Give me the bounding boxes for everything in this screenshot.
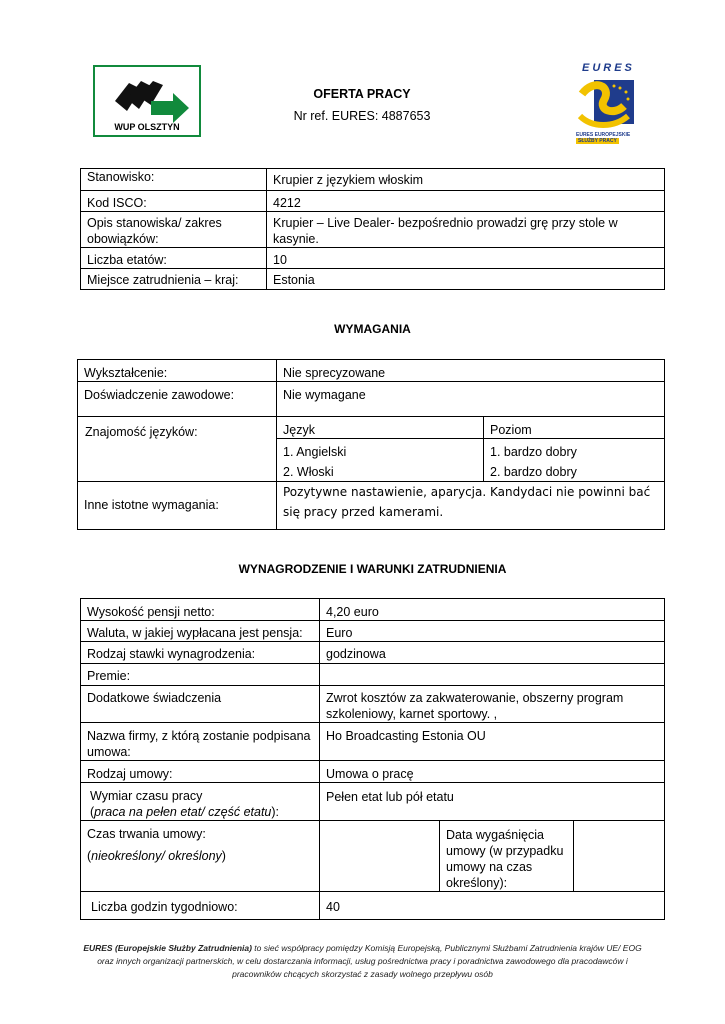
working-time-hint-open: ( <box>90 805 95 819</box>
duration-hint-open: ( <box>87 849 92 863</box>
table-row <box>78 417 665 439</box>
language-2: 2. Włoski <box>277 460 484 481</box>
other-requirements-value: Pozytywne nastawienie, aparycja. Kandydaci nie powinni bać się pracy przed kamerami. <box>277 481 665 529</box>
positions-count-value: 10 <box>267 248 665 269</box>
level-column-header: Poziom <box>484 417 665 439</box>
currency-value: Euro <box>320 621 665 642</box>
duration-hint-close: ) <box>221 849 226 863</box>
experience-value: Nie wymagane <box>277 382 665 417</box>
table-row <box>78 481 665 529</box>
wup-olsztyn-logo <box>93 65 201 137</box>
working-time-cell <box>81 783 320 821</box>
language-1: 1. Angielski <box>277 439 484 461</box>
eures-logo-subtitle-2: SŁUŻBY PRACY <box>578 138 617 144</box>
table-row <box>81 761 665 783</box>
table-row <box>81 191 665 212</box>
rate-type-value: godzinowa <box>320 642 665 664</box>
language-column-header: Język <box>277 417 484 439</box>
currency-label: Waluta, w jakiej wypłacana jest pensja: <box>81 621 320 642</box>
page-title: OFERTA PRACY <box>313 87 411 101</box>
contract-type-label: Rodzaj umowy: <box>81 761 320 783</box>
table-row <box>81 892 665 920</box>
experience-label: Doświadczenie zawodowe: <box>78 382 277 417</box>
position-value: Krupier z językiem włoskim <box>267 169 665 191</box>
language-2-level: 2. bardzo dobry <box>484 460 665 481</box>
contract-type-value: Umowa o pracę <box>320 761 665 783</box>
working-time-hint: praca na pełen etat/ część etatu <box>94 805 272 819</box>
requirements-heading: WYMAGANIA <box>334 322 411 336</box>
other-requirements-label: Inne istotne wymagania: <box>78 481 277 529</box>
table-row <box>81 212 665 248</box>
net-salary-value: 4,20 euro <box>320 599 665 621</box>
job-details-table <box>80 168 665 290</box>
salary-heading: WYNAGRODZENIE I WARUNKI ZATRUDNIENIA <box>238 562 507 576</box>
company-name-label: Nazwa firmy, z którą zostanie podpisana umowa: <box>81 723 320 761</box>
languages-label: Znajomość języków: <box>78 417 277 482</box>
contract-duration-cell <box>81 821 320 892</box>
education-value: Nie sprecyzowane <box>277 360 665 382</box>
salary-table <box>80 598 665 920</box>
reference-number: Nr ref. EURES: 4887653 <box>293 109 431 123</box>
footer-note <box>80 942 645 981</box>
job-description-label: Opis stanowiska/ zakres obowiązków: <box>81 212 267 248</box>
isco-value: 4212 <box>267 191 665 212</box>
table-row <box>81 621 665 642</box>
position-label: Stanowisko: <box>81 169 267 191</box>
working-time-hint-close: ): <box>271 805 280 819</box>
weekly-hours-label: Liczba godzin tygodniowo: <box>81 892 320 920</box>
bonuses-value <box>320 664 665 686</box>
table-row <box>81 599 665 621</box>
working-time-label: Wymiar czasu pracy <box>90 789 203 803</box>
footer-line-3: pracowników chcących skorzystać z zasady wolnego przepływu osób <box>232 969 493 979</box>
working-time-value: Pełen etat lub pół etatu <box>320 783 665 821</box>
weekly-hours-value: 40 <box>320 892 665 920</box>
contract-duration-hint-row <box>87 848 313 864</box>
expiry-date-label: Data wygaśnięcia umowy (w przypadku umowy na czas określony): <box>440 821 574 892</box>
isco-label: Kod ISCO: <box>81 191 267 212</box>
table-row <box>81 783 665 821</box>
eures-logo-text: EURES <box>582 62 635 74</box>
benefits-value: Zwrot kosztów za zakwaterowanie, obszerny program szkoleniowy, karnet sportowy. , <box>320 686 665 723</box>
country-label: Miejsce zatrudnienia – kraj: <box>81 269 267 290</box>
footer-line-2: oraz innych organizacji partnerskich, w celu dostarczania informacji, usług pośrednictwa pracy i poradnictwa zawodowego dla pracodawców i <box>97 956 628 966</box>
bonuses-label: Premie: <box>81 664 320 686</box>
table-row <box>81 664 665 686</box>
language-1-level: 1. bardzo dobry <box>484 439 665 461</box>
positions-count-label: Liczba etatów: <box>81 248 267 269</box>
table-row <box>81 686 665 723</box>
table-row <box>81 642 665 664</box>
contract-duration-hint: nieokreślony/ określony <box>91 849 222 863</box>
table-row <box>78 382 665 417</box>
table-row <box>81 269 665 290</box>
table-row <box>81 821 665 892</box>
contract-duration-label: Czas trwania umowy: <box>87 827 206 841</box>
wup-logo-text: WUP OLSZTYN <box>114 122 180 132</box>
eures-logo <box>572 62 642 146</box>
job-description-value: Krupier – Live Dealer- bezpośrednio prowadzi grę przy stole w kasynie. <box>267 212 665 248</box>
eures-emblem-icon <box>574 76 638 132</box>
eures-logo-subtitle-1: EURES EUROPEJSKIE <box>576 132 631 138</box>
company-name-value: Ho Broadcasting Estonia OU <box>320 723 665 761</box>
contract-duration-value <box>320 821 440 892</box>
footer-line-1 <box>80 942 645 955</box>
table-row <box>78 360 665 382</box>
expiry-date-value <box>574 821 665 892</box>
footer-bold: EURES (Europejskie Służby Zatrudnienia) <box>83 943 252 953</box>
table-row <box>81 169 665 191</box>
table-row <box>81 723 665 761</box>
wup-logo-graphic-icon <box>97 71 201 123</box>
requirements-table <box>77 359 665 530</box>
footer-line-1-rest: to sieć współpracy pomiędzy Komisją Europejską, Publicznymi Służbami Zatrudnienia krajów UE/ EOG <box>251 943 642 953</box>
table-row <box>81 248 665 269</box>
net-salary-label: Wysokość pensji netto: <box>81 599 320 621</box>
country-value: Estonia <box>267 269 665 290</box>
rate-type-label: Rodzaj stawki wynagrodzenia: <box>81 642 320 664</box>
benefits-label: Dodatkowe świadczenia <box>81 686 320 723</box>
education-label: Wykształcenie: <box>78 360 277 382</box>
